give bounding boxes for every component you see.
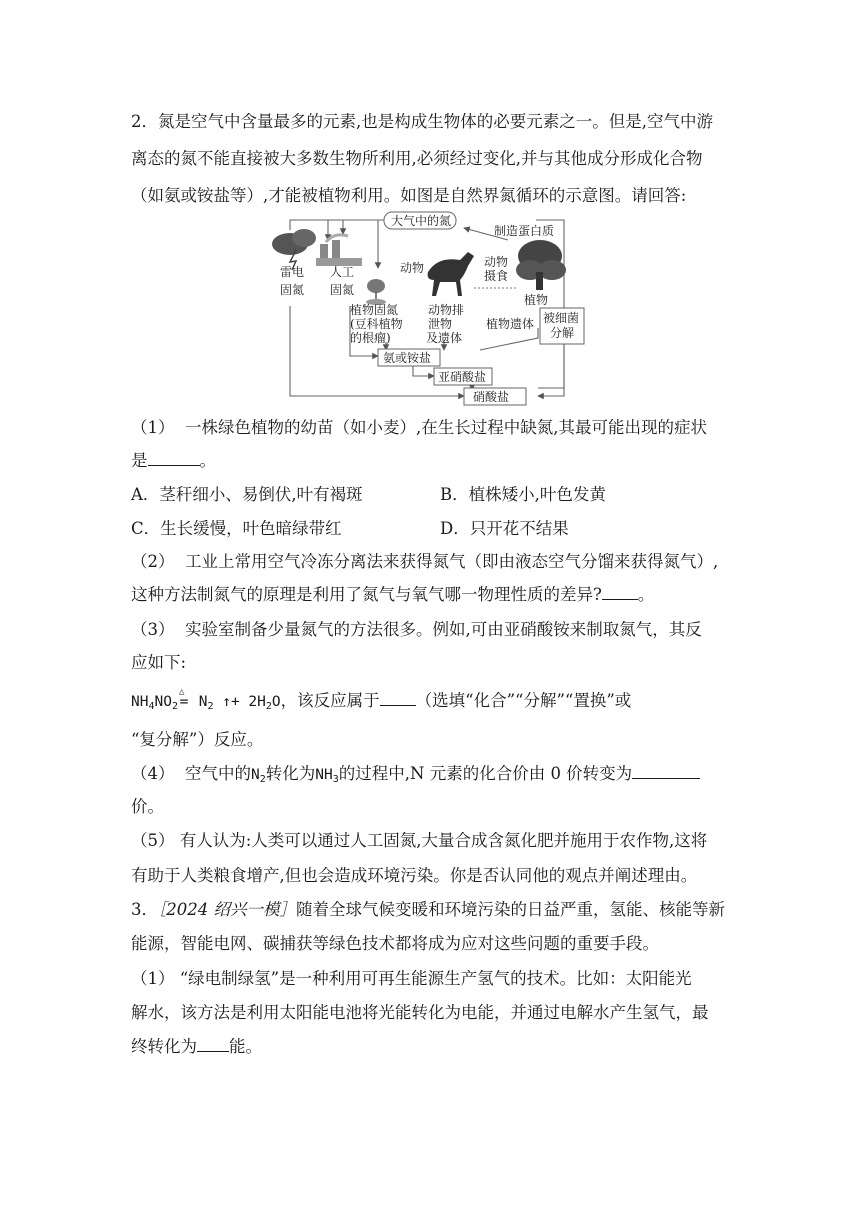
q2-part4-pre: 空气中的	[185, 764, 251, 783]
industry-fix-label: 固氮	[330, 283, 355, 297]
q2-part3-choices: （选填“化合”“分解”“置换”或	[415, 691, 632, 710]
q2-part5-line-2: 有助于人类粮食增产,但也会造成环境污染。你是否认同他的观点并阐述理由。	[131, 866, 698, 885]
q2-part1-line-1	[131, 417, 743, 439]
plant-fix-label-2: (豆科植物	[350, 317, 403, 331]
q3-intro-text-1: 随着全球气候变暖和环境污染的日益严重，氢能、核能等新	[296, 900, 725, 919]
eq-no: NO	[154, 694, 172, 710]
q2-part2-label: （2）	[131, 552, 175, 571]
q2-part1-text-2: 是	[131, 451, 148, 470]
n2-n: N	[251, 767, 260, 783]
animal-feed-label-2: 摄食	[484, 269, 509, 283]
factory-icon	[316, 235, 362, 266]
q2-part4-post: 的过程中,N 元素的化合价由 0 价转变为	[338, 764, 633, 783]
q3-part1-line-3	[131, 1036, 743, 1058]
q2-part2-line-2	[131, 584, 743, 606]
protein-label: 制造蛋白质	[494, 224, 555, 238]
q3-part1-text: “绿电制绿氢”是一种利用可再生能源生产氢气的技术。比如：太阳能光	[179, 969, 692, 988]
plant-fix-label-1: 植物固氮	[350, 303, 399, 317]
nitrate-label: 硝酸盐	[473, 390, 510, 404]
q2-part1-text: 一株绿色植物的幼苗（如小麦）,在生长过程中缺氮,其最可能出现的症状	[185, 418, 707, 437]
bacteria-label-1: 被细菌	[543, 311, 580, 325]
q2-number: 2	[131, 112, 142, 131]
q2-part2-line-1	[131, 551, 743, 573]
eq-n: N	[198, 694, 208, 710]
reaction-equation	[131, 687, 281, 712]
lightning-label: 雷电	[280, 265, 305, 279]
q2-intro-line-2: 离态的氮不能直接被大多数生物所利用,必须经过变化,并与其他成分形成化合物	[131, 149, 703, 168]
eq-nh: NH	[131, 694, 149, 710]
option-d[interactable]: D．只开花不结果	[440, 519, 569, 538]
q3-part1-line-1	[131, 968, 743, 990]
q2-part4-label: （4）	[131, 764, 175, 783]
q3-part1-answer-blank[interactable]	[197, 1036, 229, 1052]
nitrogen-cycle-diagram	[268, 210, 594, 406]
q3-intro-line-1: 3．［2024 绍兴一模］随着全球气候变暖和环境污染的日益严重，氢能、核能等新	[131, 900, 725, 919]
q2-intro-line-3: （如氨或铵盐等）,才能被植物利用。如图是自然界氮循环的示意图。请回答:	[131, 186, 687, 205]
q2-part3-after: ，该反应属于	[280, 691, 380, 710]
q2-part3-text: 实验室制备少量氮气的方法很多。例如,可由亚硝酸铵来制取氮气，其反	[185, 620, 702, 639]
q2-part3-answer-blank[interactable]	[380, 690, 416, 706]
nh3-sub: 3	[332, 774, 339, 785]
eq-equals: =	[179, 694, 189, 710]
q2-part5-label: （5）	[131, 831, 175, 850]
eq-sub-2a: 2	[171, 701, 178, 712]
animal-feed-label-1: 动物	[484, 255, 509, 269]
q2-intro-line-1: 2．氮是空气中含量最多的元素,也是构成生物体的必要元素之一。但是,空气中游	[131, 112, 713, 131]
nh3-nh: NH	[315, 767, 333, 783]
q2-part2-text: 工业上常用空气冷冻分离法来获得氮气（即由液态空气分馏来获得氮气）,	[185, 552, 719, 571]
eq-sub-2c: 2	[265, 701, 272, 712]
eq-delta: △	[179, 687, 185, 697]
q2-part4-answer-blank[interactable]	[632, 763, 700, 779]
n2-sub: 2	[259, 774, 266, 785]
legume-plant-icon	[366, 279, 386, 305]
plant-label: 植物	[524, 293, 549, 307]
q2-part1-answer-blank[interactable]	[148, 450, 200, 466]
plant-fix-label-3: 的根瘤)	[350, 331, 391, 345]
q2-part1-end: 。	[199, 451, 216, 470]
option-b[interactable]: B．植株矮小,叶色发黄	[440, 485, 606, 504]
excretion-label-3: 及遗体	[426, 331, 463, 345]
animal-label: 动物	[400, 261, 425, 275]
q2-part1-label: （1）	[131, 418, 175, 437]
q2-part1-line-2	[131, 450, 743, 472]
q2-part3-line-1	[131, 619, 743, 641]
q3-part1-end: 能。	[229, 1037, 262, 1056]
ammonia-label: 氨或铵盐	[383, 351, 432, 365]
option-c[interactable]: C．生长缓慢，叶色暗绿带红	[131, 519, 342, 538]
formula-nh3	[315, 767, 339, 783]
eq-rest: ↑+ 2H	[222, 694, 266, 710]
eq-sub-2b: 2	[207, 701, 214, 712]
eq-sub-4: 4	[148, 701, 155, 712]
q3-number: 3	[131, 900, 142, 919]
q2-part2-text-2: 这种方法制氮气的原理是利用了氮气与氧气哪一物理性质的差异?	[131, 585, 602, 604]
arrow-ammonia-to-nitrite	[413, 366, 434, 376]
excretion-label-1: 动物排	[428, 303, 465, 317]
frame-left-top	[290, 220, 328, 230]
q3-part1-label: （1）	[131, 969, 175, 988]
q2-part4-mid: 转化为	[265, 764, 316, 783]
industry-label: 人工	[330, 265, 355, 279]
q2-part3-label: （3）	[131, 620, 175, 639]
q2-part5-text: 有人认为:人类可以通过人工固氮,大量合成含氮化肥并施用于农作物,这将	[179, 831, 708, 850]
q2-part3-equation-line	[131, 687, 743, 713]
eq-o: O	[271, 694, 281, 710]
q2-part3-line-2: 应如下:	[131, 653, 187, 672]
q3-intro-line-2: 能源，智能电网、碳捕获等绿色技术都将成为应对这些问题的重要手段。	[131, 934, 659, 953]
q2-part2-answer-blank[interactable]	[602, 584, 638, 600]
q2-part4-line-2: 价。	[131, 797, 164, 816]
q3-source: ［2024 绍兴一模］	[158, 900, 296, 919]
q2-part4-line-1	[131, 763, 743, 786]
line-remains	[480, 328, 538, 350]
q2-part5-line-1	[131, 830, 743, 852]
q2-part2-end: 。	[637, 585, 655, 604]
option-a[interactable]: A．茎秆细小、易倒伏,叶有褐斑	[131, 485, 363, 504]
q2-part3-line-4: “复分解”）反应。	[131, 730, 264, 749]
formula-n2	[251, 767, 266, 783]
tree-icon	[516, 240, 566, 290]
lightning-cloud-icon	[272, 229, 316, 270]
horse-icon	[428, 252, 474, 296]
atmosphere-label: 大气中的氮	[391, 214, 452, 228]
lightning-fix-label: 固氮	[280, 283, 305, 297]
q2-intro-text-1: 氮是空气中含量最多的元素,也是构成生物体的必要元素之一。但是,空气中游	[158, 112, 713, 131]
remains-label: 植物遗体	[486, 317, 535, 331]
q3-part1-line-2: 解水，该方法是利用太阳能电池将光能转化为电能，并通过电解水产生氢气，最	[131, 1003, 709, 1022]
excretion-label-2: 泄物	[428, 317, 453, 331]
eq-heat-sign	[178, 687, 190, 713]
q3-part1-text-3: 终转化为	[131, 1037, 197, 1056]
nitrite-label: 亚硝酸盐	[438, 370, 487, 384]
bacteria-label-2: 分解	[550, 326, 575, 340]
